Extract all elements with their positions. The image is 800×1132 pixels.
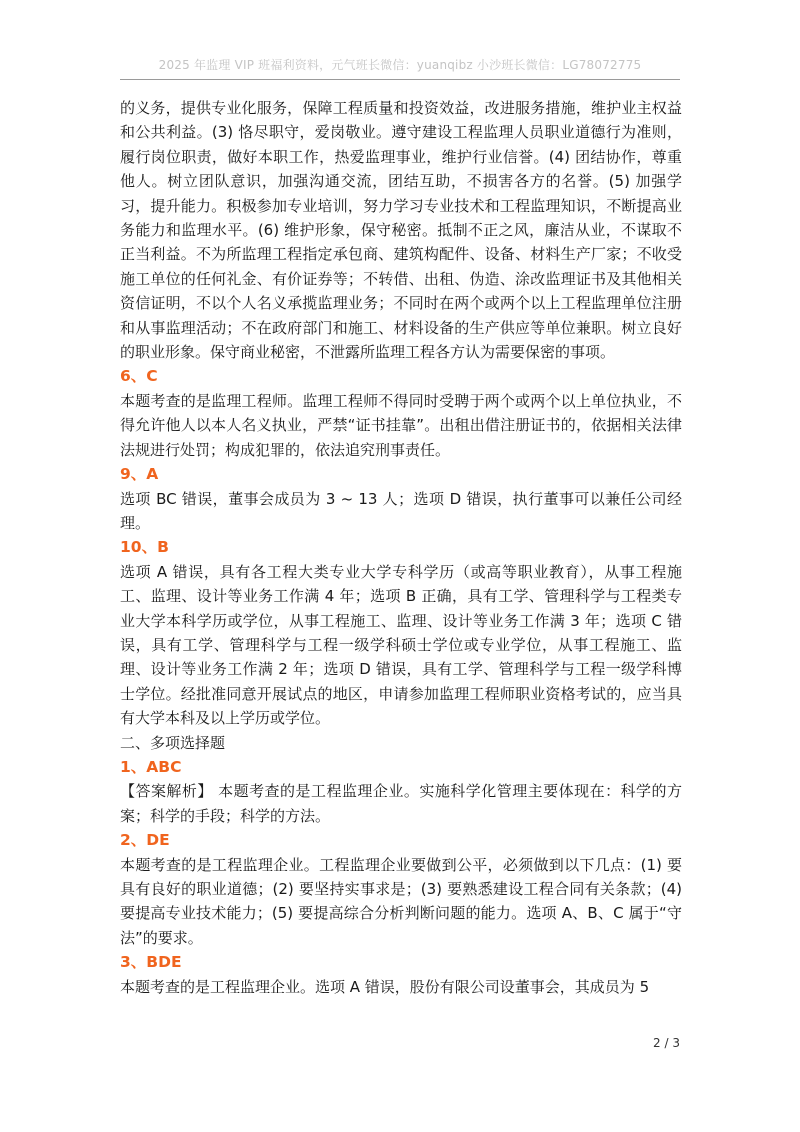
answer-heading-6: 6、C xyxy=(120,367,158,386)
page-header: 2025 年监理 VIP 班福利资料，元气班长微信：yuanqibz 小沙班长微信：LG78072775 xyxy=(158,58,642,72)
explanation-10: 选项 A 错误，具有各工程大类专业大学专科学历（或高等职业教育），从事工程施工、监理、设计等业务工作满 4 年；选项 B 正确，具有工学、管理科学与工程类专业大学本科学历或学位，从事工程施工、监理、设计等业务工作满 3 年；选项 C 错误，具有工学、管理科学与工程一级学科硕士学位或专业学位，从事工程施工、监理、设计等业务工作满 2 年；选项 D 错误，具有工学、管理科学与工程一级学科博士学位。经批准同意开展试点的地区，申请参加监理工程师职业资格考试的，应当具有大学本科及以上学历或学位。 xyxy=(120,562,682,728)
answer-heading-m3: 3、BDE xyxy=(120,953,182,972)
explanation-6: 本题考查的是监理工程师。监理工程师不得同时受聘于两个或两个以上单位执业，不得允许他人以本人名义执业，严禁“证书挂靠”。出租出借注册证书的，依据相关法律法规进行处罚；构成犯罪的，依法追究刑事责任。 xyxy=(120,391,682,459)
answer-heading-m2: 2、DE xyxy=(120,831,170,850)
page-number: 2 / 3 xyxy=(653,1036,680,1050)
paragraph-continued: 的义务，提供专业化服务，保障工程质量和投资效益，改进服务措施，维护业主权益和公共利益。(3) 恪尽职守，爱岗敬业。遵守建设工程监理人员职业道德行为准则，履行岗位职责，做好本职工作，热爱监理事业，维护行业信誉。(4) 团结协作，尊重他人。树立团队意识，加强沟通交流，团结互助，不损害各方的名誉。(5) 加强学习，提升能力。积极参加专业培训，努力学习专业技术和工程监理知识，不断提高业务能力和监理水平。(6) 维护形象，保守秘密。抵制不正之风，廉洁从业，不谋取不正当利益。不为所监理工程指定承包商、建筑构配件、设备、材料生产厂家；不收受施工单位的任何礼金、有价证券等；不转借、出租、伪造、涂改监理证书及其他相关资信证明，不以个人名义承揽监理业务；不同时在两个或两个以上工程监理单位注册和从事监理活动；不在政府部门和施工、材料设备的生产供应等单位兼职。树立良好的职业形象。保守商业秘密，不泄露所监理工程各方认为需要保密的事项。 xyxy=(120,99,682,362)
answer-heading-9: 9、A xyxy=(120,465,159,484)
explanation-9: 选项 BC 错误，董事会成员为 3 ~ 13 人；选项 D 错误，执行董事可以兼任公司经理。 xyxy=(120,489,682,532)
explanation-m1: 【答案解析】 本题考查的是工程监理企业。实施科学化管理主要体现在：科学的方案；科学的手段；科学的方法。 xyxy=(120,782,682,825)
section-heading-multiple-choice: 二、多项选择题 xyxy=(120,733,226,752)
explanation-m3: 本题考查的是工程监理企业。选项 A 错误，股份有限公司设董事会，其成员为 5 xyxy=(120,977,650,996)
header-divider xyxy=(120,79,680,80)
document-body xyxy=(120,96,682,999)
answer-heading-10: 10、B xyxy=(120,538,169,557)
explanation-m2: 本题考查的是工程监理企业。工程监理企业要做到公平，必须做到以下几点：(1) 要具有良好的职业道德；(2) 要坚持实事求是；(3) 要熟悉建设工程合同有关条款；(4) 要提高专业技术能力；(5) 要提高综合分析判断问题的能力。选项 A、B、C 属于“守法”的要求。 xyxy=(120,855,682,947)
answer-heading-m1: 1、ABC xyxy=(120,757,182,776)
